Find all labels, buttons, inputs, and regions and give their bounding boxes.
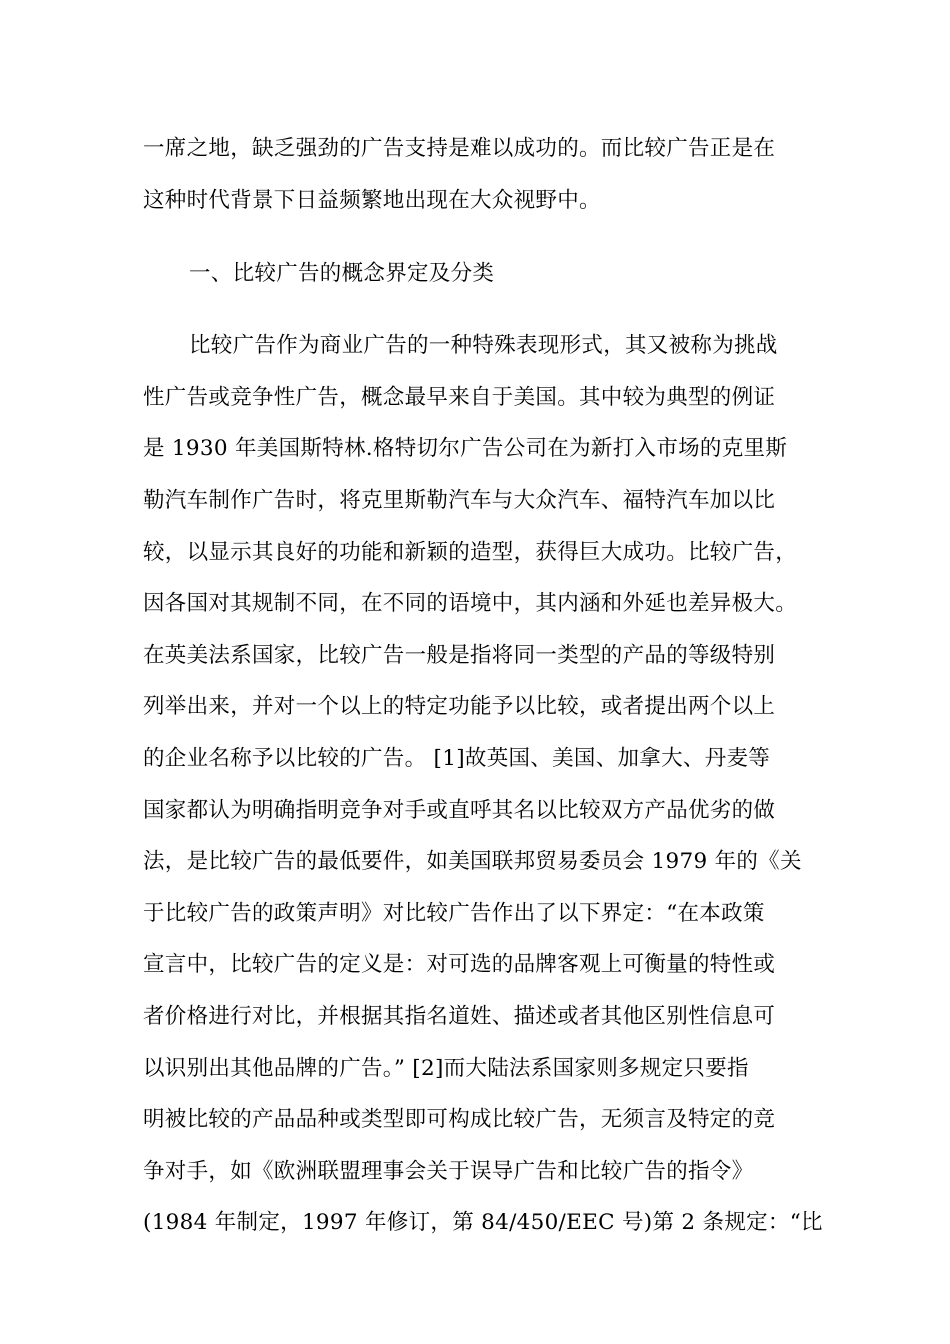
text-line: 勒汽车制作广告时，将克里斯勒汽车与大众汽车、福特汽车加以比 [143, 488, 776, 513]
text-line: 争对手，如《欧洲联盟理事会关于误导广告和比较广告的指令》 [143, 1159, 754, 1184]
text-line: 者价格进行对比，并根据其指名道姓、描述或者其他区别性信息可 [143, 1004, 776, 1029]
text-line: 列举出来，并对一个以上的特定功能予以比较，或者提出两个以上 [143, 694, 776, 719]
text-line: 一席之地，缺乏强劲的广告支持是难以成功的。而比较广告正是在 [143, 136, 776, 161]
section-heading: 一、比较广告的概念界定及分类 [189, 261, 495, 286]
text-line: 的企业名称予以比较的广告。 [1]故英国、美国、加拿大、丹麦等 [143, 746, 771, 771]
text-line: 于比较广告的政策声明》对比较广告作出了以下界定：“在本政策 [143, 901, 765, 926]
text-line: 以识别出其他品牌的广告。” [2]而大陆法系国家则多规定只要指 [143, 1056, 749, 1081]
text-line: 较，以显示其良好的功能和新颖的造型，获得巨大成功。比较广告， [143, 540, 798, 565]
text-line: 性广告或竞争性广告，概念最早来自于美国。其中较为典型的例证 [143, 385, 776, 410]
text-line: 宣言中，比较广告的定义是：对可选的品牌客观上可衡量的特性或 [143, 952, 776, 977]
text-line: 这种时代背景下日益频繁地出现在大众视野中。 [143, 188, 601, 213]
text-line: 国家都认为明确指明竞争对手或直呼其名以比较双方产品优劣的做 [143, 798, 776, 823]
text-line: 因各国对其规制不同，在不同的语境中，其内涵和外延也差异极大。 [143, 591, 798, 616]
text-line: (1984 年制定，1997 年修订，第 84/450/EEC 号)第 2 条规定：“比 [143, 1210, 823, 1235]
text-line: 在英美法系国家，比较广告一般是指将同一类型的产品的等级特别 [143, 643, 776, 668]
text-line: 是 1930 年美国斯特林.格特切尔广告公司在为新打入市场的克里斯 [143, 436, 788, 461]
text-line: 比较广告作为商业广告的一种特殊表现形式，其又被称为挑战 [189, 333, 778, 358]
text-line: 明被比较的产品品种或类型即可构成比较广告，无须言及特定的竞 [143, 1107, 776, 1132]
text-line: 法，是比较广告的最低要件，如美国联邦贸易委员会 1979 年的《关 [143, 849, 802, 874]
